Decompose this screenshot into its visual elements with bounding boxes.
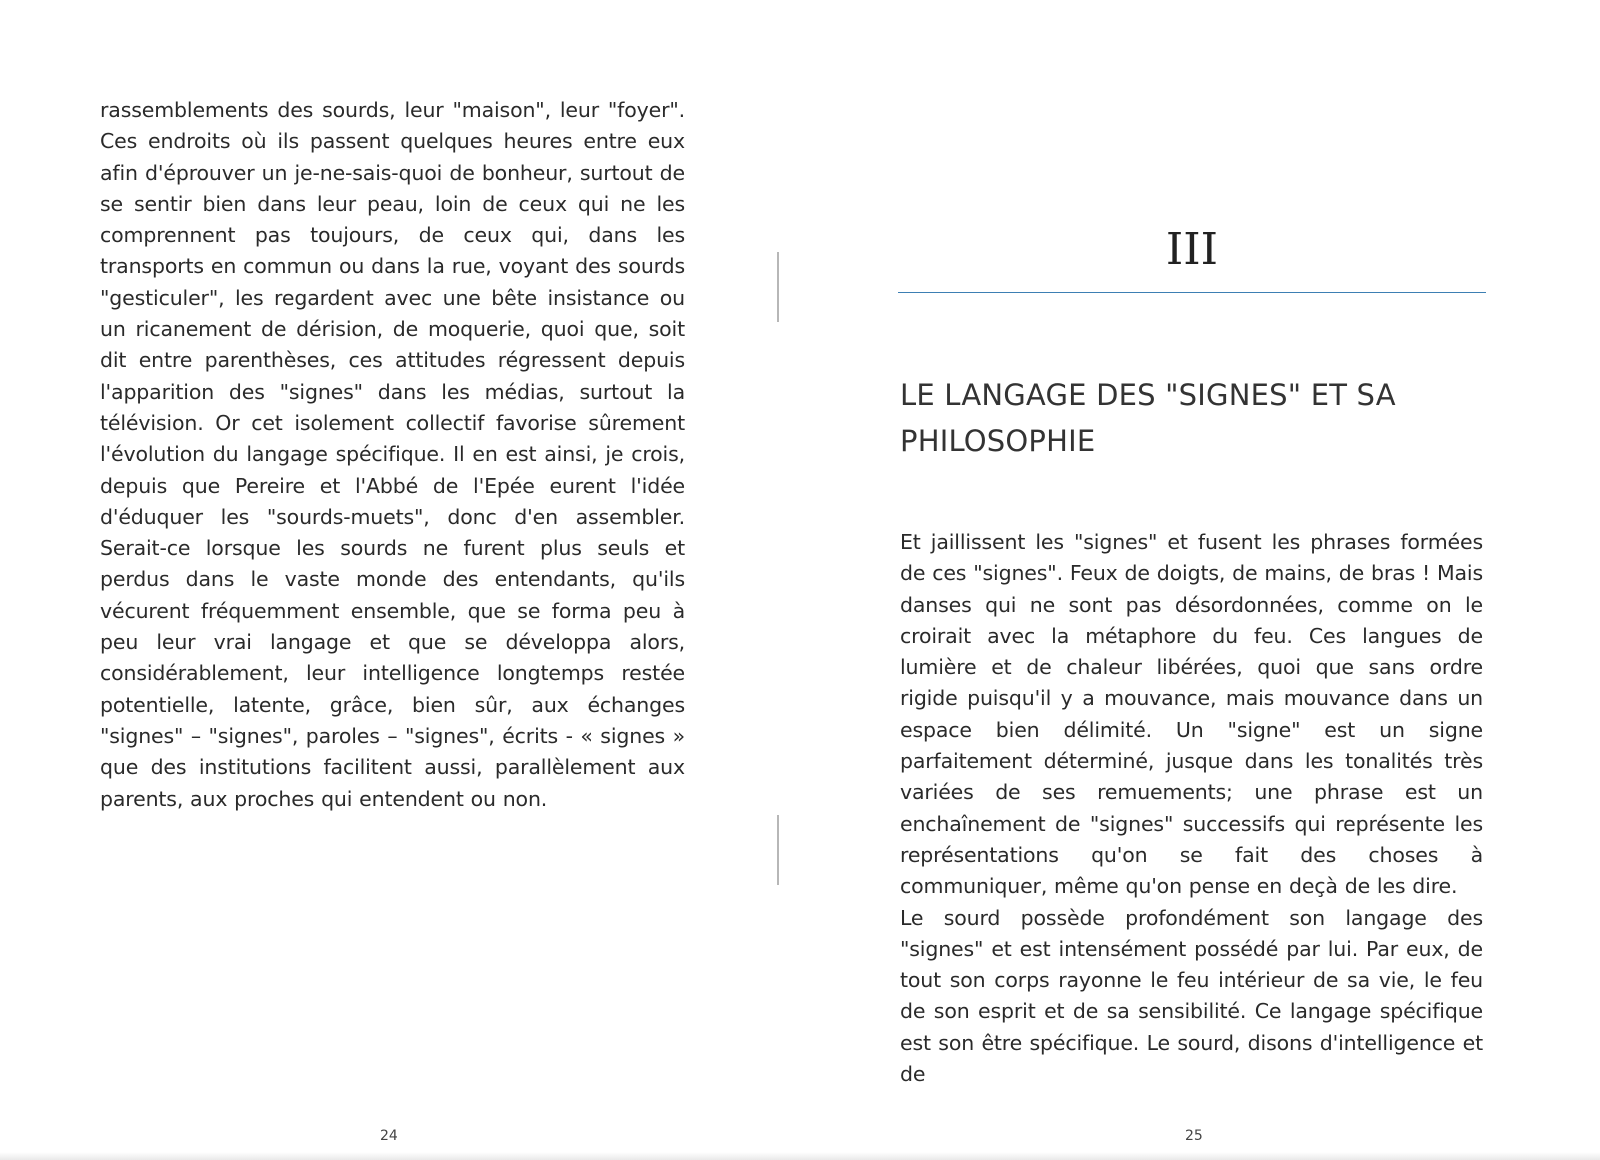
gutter-mark-bottom [777, 815, 779, 885]
chapter-divider [898, 292, 1486, 293]
chapter-number: III [1165, 224, 1219, 275]
left-page-number: 24 [380, 1128, 398, 1144]
left-paragraph-1: rassemblements des sourds, leur "maison", leur "foyer". Ces endroits où ils passent quelques heures entre eux afin d'éprouver un je-ne-sais-quoi de bonheur, surtout de se sentir bien dans leur peau, loin de ceux qui ne les comprennent pas toujours, de ceux qui, dans les transports en commun ou dans la rue, voyant des sourds "gesticuler", les regardent avec une bête insistance ou un ricanement de dérision, de moquerie, quoi que, soit dit entre parenthèses, ces attitudes régressent depuis l'apparition des "signes" dans les médias, surtout la télévision. Or cet isolement collectif favorise sûrement l'évolution du langage spécifique. Il en est ainsi, je crois, depuis que Pereire et l'Abbé de l'Epée eurent l'idée d'éduquer les "sourds-muets", donc d'en assembler. Serait-ce lorsque les sourds ne furent plus seuls et perdus dans le vaste monde des entendants, qu'ils vécurent fréquemment ensemble, que se forma peu à peu leur vrai langage et que se développa alors, considérablement, leur intelligence longtemps restée potentielle, latente, grâce, bien sûr, aux échanges "signes" – "signes", paroles – "signes", écrits - « signes » que des institutions facilitent aussi, parallèlement aux parents, aux proches qui entendent ou non. [100, 98, 685, 811]
right-paragraph-1: Et jaillissent les "signes" et fusent les phrases formées de ces "signes". Feux de doigts, de mains, de bras ! Mais danses qui ne sont pas désordonnées, comme on le croirait avec la métaphore du feu. Ces langues de lumière et de chaleur libérées, quoi que sans ordre rigide puisqu'il y a mouvance, mais mouvance dans un espace bien délimité. Un "signe" est un signe parfaitement déterminé, jusque dans les tonalités très variées de ses remuements; une phrase est un enchaînement de "signes" successifs qui représente les représentations qu'on se fait des choses à communiquer, même qu'on pense en deçà de les dire. [900, 530, 1483, 899]
chapter-title: LE LANGAGE DES "SIGNES" ET SA PHILOSOPHIE [900, 378, 1396, 458]
left-page-body [100, 95, 685, 815]
scan-bottom-edge [0, 1152, 1600, 1160]
right-page [800, 0, 1600, 1160]
right-page-body [900, 527, 1483, 1090]
gutter-mark-top [777, 252, 779, 322]
right-page-number: 25 [1185, 1128, 1203, 1144]
right-paragraph-2: Le sourd possède profondément son langage des "signes" et est intensément possédé par lui. Par eux, de tout son corps rayonne le feu intérieur de sa vie, le feu de son esprit et de sa sensibilité. Ce langage spécifique est son être spécifique. Le sourd, disons d'intelligence et de [900, 905, 1483, 1087]
